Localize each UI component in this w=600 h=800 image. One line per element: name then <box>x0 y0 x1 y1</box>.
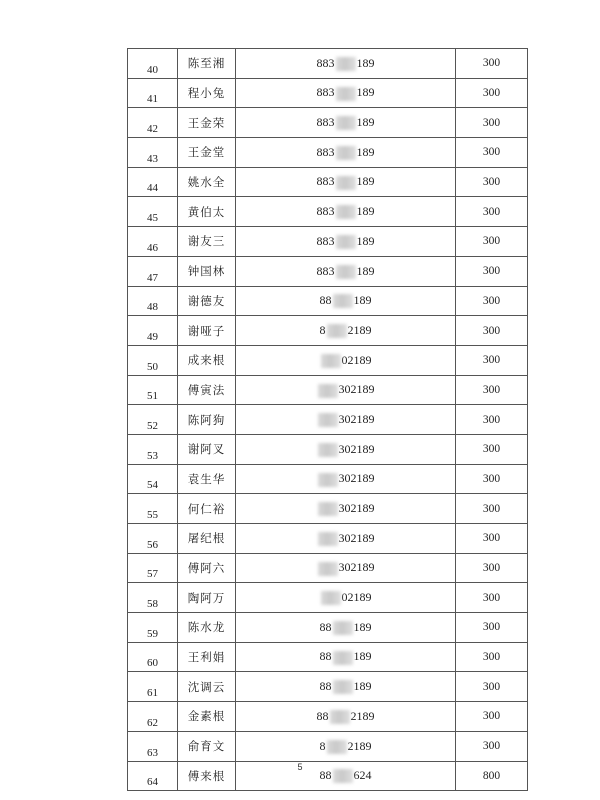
row-name: 谢哑子 <box>178 316 236 346</box>
row-account <box>236 256 456 286</box>
redaction-blur <box>318 532 338 546</box>
row-index: 43 <box>128 138 178 168</box>
row-account <box>236 613 456 643</box>
row-amount: 300 <box>456 672 528 702</box>
row-account <box>236 672 456 702</box>
table-row <box>128 227 528 257</box>
account-prefix: 883 <box>316 263 335 278</box>
redaction-blur <box>318 413 338 427</box>
table-row <box>128 405 528 435</box>
row-account <box>236 583 456 613</box>
row-name: 袁生华 <box>178 464 236 494</box>
row-amount: 300 <box>456 553 528 583</box>
redaction-blur <box>333 294 353 308</box>
row-name: 钟国林 <box>178 256 236 286</box>
table-row <box>128 553 528 583</box>
row-name: 王金堂 <box>178 138 236 168</box>
table-row <box>128 49 528 79</box>
account-prefix: 8 <box>319 738 326 753</box>
redaction-blur <box>336 205 356 219</box>
redaction-blur <box>330 710 350 724</box>
redaction-blur <box>336 265 356 279</box>
row-amount: 300 <box>456 49 528 79</box>
account-suffix: 189 <box>356 174 375 189</box>
row-account <box>236 702 456 732</box>
row-amount: 300 <box>456 138 528 168</box>
row-amount: 300 <box>456 167 528 197</box>
row-account <box>236 642 456 672</box>
table-row <box>128 78 528 108</box>
account-suffix: 189 <box>353 293 372 308</box>
row-name: 俞育文 <box>178 731 236 761</box>
row-amount: 300 <box>456 702 528 732</box>
row-account <box>236 434 456 464</box>
account-suffix: 02189 <box>341 352 372 367</box>
redaction-blur <box>333 621 353 635</box>
redaction-blur <box>336 235 356 249</box>
account-suffix: 189 <box>356 144 375 159</box>
redaction-blur <box>321 591 341 605</box>
row-amount: 300 <box>456 434 528 464</box>
row-amount: 300 <box>456 227 528 257</box>
row-account <box>236 138 456 168</box>
account-suffix: 189 <box>356 233 375 248</box>
account-suffix: 2189 <box>350 708 375 723</box>
account-suffix: 189 <box>356 204 375 219</box>
row-name: 沈调云 <box>178 672 236 702</box>
account-prefix: 883 <box>316 174 335 189</box>
redaction-blur <box>318 384 338 398</box>
redaction-blur <box>318 562 338 576</box>
row-index: 58 <box>128 583 178 613</box>
redaction-blur <box>318 502 338 516</box>
row-account <box>236 227 456 257</box>
row-amount: 300 <box>456 375 528 405</box>
row-index: 63 <box>128 731 178 761</box>
row-account <box>236 375 456 405</box>
table-row <box>128 345 528 375</box>
row-name: 谢阿叉 <box>178 434 236 464</box>
row-amount: 300 <box>456 731 528 761</box>
row-account <box>236 316 456 346</box>
account-suffix: 302189 <box>338 441 375 456</box>
row-amount: 300 <box>456 464 528 494</box>
table-row <box>128 642 528 672</box>
redaction-blur <box>327 324 347 338</box>
table-row <box>128 702 528 732</box>
row-index: 50 <box>128 345 178 375</box>
row-amount: 300 <box>456 642 528 672</box>
row-index: 64 <box>128 761 178 791</box>
row-name: 谢友三 <box>178 227 236 257</box>
row-name: 陈阿狗 <box>178 405 236 435</box>
row-name: 黄伯太 <box>178 197 236 227</box>
row-account <box>236 405 456 435</box>
account-suffix: 302189 <box>338 471 375 486</box>
row-index: 44 <box>128 167 178 197</box>
row-index: 42 <box>128 108 178 138</box>
row-account <box>236 197 456 227</box>
account-prefix: 88 <box>319 619 332 634</box>
account-prefix: 883 <box>316 144 335 159</box>
table-row <box>128 583 528 613</box>
row-name: 程小兔 <box>178 78 236 108</box>
account-suffix: 302189 <box>338 501 375 516</box>
table-row <box>128 494 528 524</box>
table-body <box>128 49 528 791</box>
row-name: 傅寅法 <box>178 375 236 405</box>
row-index: 56 <box>128 524 178 554</box>
row-account <box>236 78 456 108</box>
table-row <box>128 434 528 464</box>
row-name: 成来根 <box>178 345 236 375</box>
row-name: 傅阿六 <box>178 553 236 583</box>
row-account <box>236 524 456 554</box>
page-number: 5 <box>297 762 303 772</box>
table-row <box>128 256 528 286</box>
account-suffix: 302189 <box>338 560 375 575</box>
row-index: 51 <box>128 375 178 405</box>
row-amount: 300 <box>456 108 528 138</box>
row-index: 48 <box>128 286 178 316</box>
account-suffix: 189 <box>353 619 372 634</box>
row-name: 傅来根 <box>178 761 236 791</box>
account-prefix: 883 <box>316 233 335 248</box>
row-index: 41 <box>128 78 178 108</box>
account-suffix: 189 <box>353 679 372 694</box>
redaction-blur <box>336 116 356 130</box>
account-suffix: 2189 <box>347 738 372 753</box>
account-suffix: 624 <box>353 768 372 783</box>
account-prefix: 883 <box>316 85 335 100</box>
account-suffix: 189 <box>356 263 375 278</box>
row-name: 姚水全 <box>178 167 236 197</box>
row-amount: 300 <box>456 524 528 554</box>
table-row <box>128 524 528 554</box>
row-name: 陈至湘 <box>178 49 236 79</box>
redaction-blur <box>318 443 338 457</box>
table-row <box>128 197 528 227</box>
table-row <box>128 375 528 405</box>
row-amount: 800 <box>456 761 528 791</box>
row-name: 王利娟 <box>178 642 236 672</box>
row-index: 53 <box>128 434 178 464</box>
row-account <box>236 494 456 524</box>
row-index: 47 <box>128 256 178 286</box>
table-row <box>128 138 528 168</box>
account-prefix: 88 <box>319 293 332 308</box>
account-prefix: 88 <box>319 679 332 694</box>
account-prefix: 88 <box>319 649 332 664</box>
row-amount: 300 <box>456 405 528 435</box>
table-row <box>128 731 528 761</box>
row-account <box>236 345 456 375</box>
account-suffix: 302189 <box>338 530 375 545</box>
account-suffix: 02189 <box>341 590 372 605</box>
row-index: 57 <box>128 553 178 583</box>
table-row <box>128 672 528 702</box>
account-prefix: 88 <box>319 768 332 783</box>
row-name: 金素根 <box>178 702 236 732</box>
table-row <box>128 613 528 643</box>
account-suffix: 302189 <box>338 411 375 426</box>
row-amount: 300 <box>456 197 528 227</box>
row-index: 45 <box>128 197 178 227</box>
row-name: 陈水龙 <box>178 613 236 643</box>
row-index: 59 <box>128 613 178 643</box>
row-name: 何仁裕 <box>178 494 236 524</box>
redaction-blur <box>321 354 341 368</box>
table-row <box>128 167 528 197</box>
row-name: 王金荣 <box>178 108 236 138</box>
row-amount: 300 <box>456 316 528 346</box>
row-amount: 300 <box>456 345 528 375</box>
table-row <box>128 316 528 346</box>
row-account <box>236 464 456 494</box>
table-row <box>128 286 528 316</box>
row-account <box>236 286 456 316</box>
row-index: 60 <box>128 642 178 672</box>
row-amount: 300 <box>456 256 528 286</box>
account-suffix: 189 <box>353 649 372 664</box>
row-amount: 300 <box>456 583 528 613</box>
row-account <box>236 49 456 79</box>
payment-table-container <box>127 48 528 791</box>
account-suffix: 189 <box>356 85 375 100</box>
account-suffix: 189 <box>356 115 375 130</box>
row-index: 46 <box>128 227 178 257</box>
row-name: 谢德友 <box>178 286 236 316</box>
row-account <box>236 108 456 138</box>
row-amount: 300 <box>456 78 528 108</box>
row-account <box>236 731 456 761</box>
table-row <box>128 464 528 494</box>
row-amount: 300 <box>456 494 528 524</box>
row-index: 49 <box>128 316 178 346</box>
redaction-blur <box>336 146 356 160</box>
account-suffix: 302189 <box>338 382 375 397</box>
redaction-blur <box>333 680 353 694</box>
account-prefix: 883 <box>316 55 335 70</box>
row-index: 61 <box>128 672 178 702</box>
row-account <box>236 167 456 197</box>
redaction-blur <box>333 651 353 665</box>
row-amount: 300 <box>456 613 528 643</box>
table-row <box>128 108 528 138</box>
redaction-blur <box>336 57 356 71</box>
redaction-blur <box>327 740 347 754</box>
row-name: 屠纪根 <box>178 524 236 554</box>
redaction-blur <box>336 87 356 101</box>
redaction-blur <box>318 473 338 487</box>
account-suffix: 2189 <box>347 322 372 337</box>
account-prefix: 8 <box>319 322 326 337</box>
payment-table <box>127 48 528 791</box>
row-amount: 300 <box>456 286 528 316</box>
account-prefix: 88 <box>316 708 329 723</box>
account-suffix: 189 <box>356 55 375 70</box>
account-prefix: 883 <box>316 204 335 219</box>
row-index: 55 <box>128 494 178 524</box>
row-account <box>236 553 456 583</box>
row-index: 40 <box>128 49 178 79</box>
row-name: 陶阿万 <box>178 583 236 613</box>
row-index: 62 <box>128 702 178 732</box>
account-prefix: 883 <box>316 115 335 130</box>
row-index: 52 <box>128 405 178 435</box>
row-index: 54 <box>128 464 178 494</box>
redaction-blur <box>336 176 356 190</box>
